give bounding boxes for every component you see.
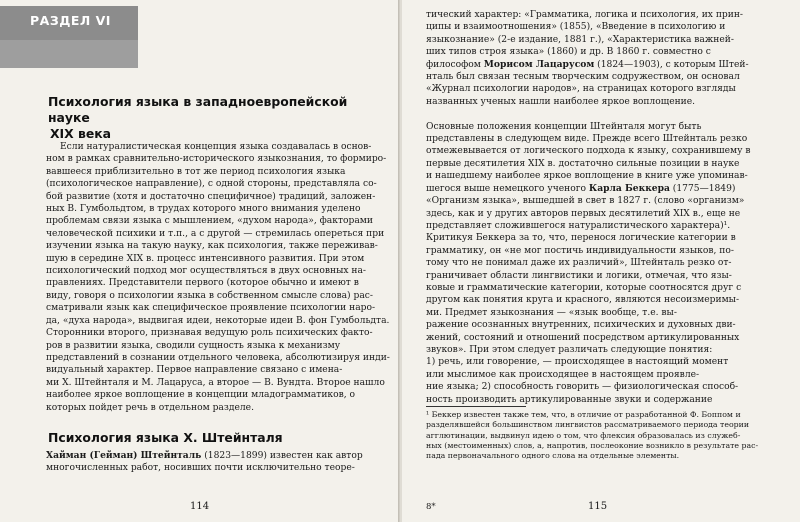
text-line: другом как понятия круга и красного, являются несоизмеримы-	[426, 295, 740, 306]
text-line: представлены в следующем виде. Прежде всего Штейнталь резко	[426, 134, 748, 145]
text-line: многочисленных работ, носивших почти исключительно теоре-	[46, 463, 355, 474]
text-line: языкознание» (2-е издание, 1881 г.), «Характеристика важней-	[426, 34, 734, 45]
text-line: Хайман (Гейман) Штейнталь (1823—1899) известен как автор	[46, 450, 363, 461]
text-line: «Журнал психологии народов», на страницах которого взгляды	[426, 84, 736, 95]
text-line: «Организм языка», вышедшей в свет в 1827 г. (слово «организм»	[426, 196, 745, 207]
text-line: ных В. Гумбольдтом, в трудах которого много внимания уделено	[46, 204, 361, 215]
subsection-heading: Психология языка Х. Штейнталя	[48, 430, 283, 445]
text-line: ших типов строя языка» (1860) и др. В 1860 г. совместно с	[426, 47, 711, 58]
text-line: наиболее яркое воплощение в концепции младограмматиков, о	[46, 390, 356, 401]
text-line: да, «духа народа», выдвигая идеи, некоторые идеи В. фон Гумбольдта.	[46, 315, 390, 326]
text-line: грамматику, он «не мог постичь индивидуальности языков, по-	[426, 245, 734, 256]
text-line: тому что не понимал даже их различий», Штейнталь резко от-	[426, 258, 732, 269]
text-line: 1) речь, или говорение, — происходящее в настоящий момент	[426, 357, 729, 368]
signature-mark: 8*	[426, 502, 436, 512]
text-line: или мыслимое как происходящее в настоящем проявле-	[426, 369, 700, 380]
footnote-line: ных (местоименных) слов, а, напротив, послеоконие возникло в результате рас-	[426, 440, 759, 450]
text-line: Если натуралистическая концепция языка создавалась в основ-	[60, 142, 372, 152]
text-line: вавшееся приблизительно в тот же период психология языка	[46, 166, 346, 177]
text-line: Сторонники второго, признавая ведущую роль психических факто-	[46, 328, 373, 339]
chapter-heading-line1: Психология языка в западноевропейской науке	[48, 94, 348, 125]
text-line: видуальный характер. Первое направление связано с имена-	[46, 365, 343, 376]
page-number-left: 114	[190, 501, 210, 512]
footnote-rule	[426, 406, 526, 407]
person-name: Хайман (Гейман) Штейнталь	[46, 450, 202, 461]
text-line: ми Х. Штейнталя и М. Лацаруса, а второе — В. Вундта. Второе нашло	[46, 377, 385, 388]
footnote-line: разделявшейся большинством лингвистов рассматриваемого периода теории	[426, 420, 750, 430]
text-line: ми. Предмет языкознания — «язык вообще, т.е. вы-	[426, 307, 677, 318]
text-line: звуков». При этом следует различать следующие понятия:	[426, 344, 713, 355]
footnote	[426, 410, 780, 461]
right-page	[402, 0, 800, 522]
text-line: Основные положения концепции Штейнталя могут быть	[426, 121, 702, 132]
text-line: изучении языка на такую науку, как психология, также переживав-	[46, 241, 378, 252]
text-line: ров в развитии языка, сводили сущность языка к механизму	[46, 340, 341, 351]
text-line: бой развитие (хотя и достаточно специфичное) традиций, заложен-	[46, 191, 376, 202]
text-line: (психологическое направление), с одной стороны, представляла со-	[46, 179, 377, 190]
text-line: Критикуя Беккера за то, что, перенося логические категории в	[426, 233, 736, 244]
section-title: РАЗДЕЛ VI	[30, 13, 111, 28]
text-line: проблемам связи языка с мышлением, «духом народа», факторами	[46, 216, 373, 227]
footnote-line: агглютинации, выдвинул идею о том, что флексия образовалась из служеб-	[426, 430, 741, 440]
text-line: которых пойдет речь в отдельном разделе.	[46, 402, 254, 413]
text-line: шую в середине XIX в. процесс интенсивного развития. При этом	[46, 253, 365, 264]
footnote-line: ¹ Беккер известен также тем, что, в отличие от разработанной Ф. Боппом и	[426, 410, 741, 419]
text-line: шегося выше немецкого ученого Карла Беккера (1775—1849)	[426, 182, 736, 194]
text-line: ципы и взаимоотношения» (1855), «Введение в психологию и	[426, 22, 726, 33]
chapter-heading-line2: XIX века	[50, 126, 112, 141]
text-line: тический характер: «Грамматика, логика и психология, их прин-	[426, 10, 743, 20]
text-line: отмежевывается от логического подхода к языку, сохранившему в	[426, 146, 751, 157]
text-line: представляет сложившегося натуралистического характера)¹.	[426, 220, 731, 231]
text-line: психологический подход мог осуществляться в двух основных на-	[46, 266, 367, 277]
text-line: жений, состояний и отношений посредством артикулированных	[426, 332, 740, 343]
person-name: Карла Беккера	[588, 182, 670, 194]
page-number-right: 115	[588, 501, 608, 512]
text-line: здесь, как и у других авторов первых десятилетий XIX в., еще не	[426, 208, 741, 219]
footnote-line: пада первоначального одного слова на отдельные элементы.	[426, 451, 680, 461]
text-line: сматривали язык как специфическое проявление психологии наро-	[46, 303, 376, 314]
left-paragraph	[46, 141, 390, 414]
text-line: представлений в сознании отдельного человека, абсолютизируя инди-	[46, 352, 390, 363]
text-line: ражение осознанных внутренних, психических и духовных дви-	[426, 320, 736, 331]
text-line: виду, говоря о психологии языка в собственном смысле слова) рас-	[46, 290, 373, 301]
text-line: и нашедшему наиболее яркое воплощение в книге уже упоминав-	[426, 171, 748, 182]
text-line: философом Морисом Лацарусом (1824—1903), с которым Штей-	[426, 58, 749, 70]
text-line: названных ученых нашли наиболее яркое воплощение.	[426, 96, 696, 107]
text-line: ность производить артикулированные звуки и содержание	[426, 394, 713, 405]
chapter-heading	[48, 94, 388, 142]
left-paragraph-2	[46, 450, 382, 475]
text-line	[426, 108, 780, 120]
text-line: ковые и грамматические категории, которые соотносятся друг с	[426, 282, 742, 293]
text-line: первые десятилетия XIX в. достаточно сильные позиции в науке	[426, 158, 740, 169]
text-line: граничивает области лингвистики и логики, отмечая, что язы-	[426, 270, 732, 281]
text-line: ние языка; 2) способность говорить — физиологическая способ-	[426, 382, 739, 393]
right-paragraph	[426, 9, 780, 406]
text-line: человеческой психики и т.п., а с другой — стремилась опереться при	[46, 228, 385, 239]
person-name: Морисом Лацарусом	[483, 58, 595, 70]
section-band-shade	[0, 40, 138, 68]
text-line: правлениях. Представители первого (которое обычно и имеют в	[46, 278, 359, 289]
text-line: ном в рамках сравнительно-исторического языкознания, то формиро-	[46, 154, 387, 165]
text-line: нталь был связан тесным творческим содружеством, он основал	[426, 72, 740, 83]
